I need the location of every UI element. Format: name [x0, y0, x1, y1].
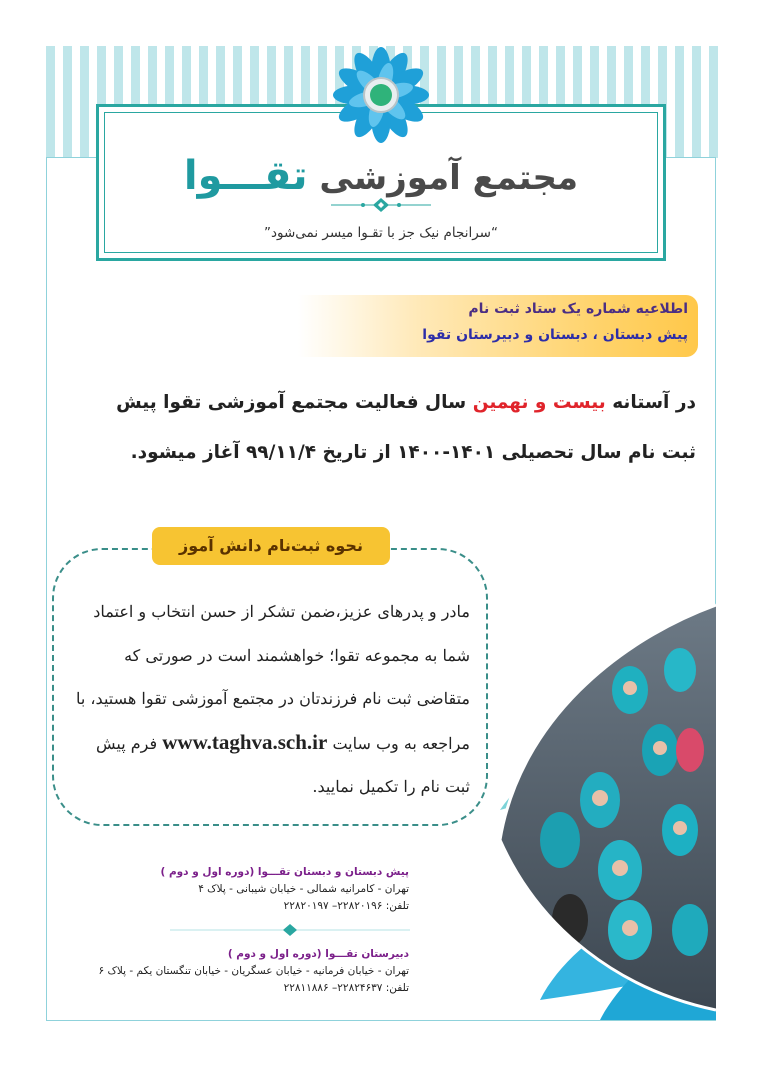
- website-link[interactable]: www.taghva.sch.ir: [162, 729, 328, 754]
- ornament-icon: [331, 197, 431, 213]
- address-phone: تلفن: ۲۲۸۲۴۶۳۷– ۲۲۸۱۱۸۸۶: [283, 982, 409, 994]
- address-heading: پیش دبستان و دبستان تقـــوا (دوره اول و دوم ): [160, 866, 409, 878]
- announcement-line2: پیش دبستان ، دبستان و دبیرستان تقوا: [422, 327, 688, 343]
- title-part2: تقـــوا: [183, 153, 308, 199]
- address-line: تهران - خیابان فرمانیه - خیابان عسگریان - خیابان تنگستان یکم - پلاک ۶: [98, 965, 409, 977]
- main-paragraph: در آستانه بیست و نهمین سال فعالیت مجتمع آموزشی تقوا پیش ثبت نام سال تحصیلی ۱۴۰۱-۱۴۰۰ از تاریخ ۹۹/۱۱/۴ آغاز میشود.: [116, 392, 696, 463]
- announcement-line1: اطلاعیه شماره یک ستاد ثبت نام: [468, 301, 688, 317]
- address-heading: دبیرستان تقـــوا (دوره اول و دوم ): [227, 948, 409, 960]
- address-line: تهران - کامرانیه شمالی - خیابان شیبانی - پلاک ۴: [198, 883, 409, 895]
- title-part1: مجتمع آموزشی: [319, 158, 579, 198]
- students-photo: [500, 600, 716, 1020]
- address-phone: تلفن: ۲۲۸۲۰۱۹۶– ۲۲۸۲۰۱۹۷: [283, 900, 409, 912]
- announcement-banner: [298, 295, 698, 357]
- address-primary: [52, 864, 409, 915]
- divider-ornament-icon: [170, 924, 410, 936]
- howto-text: مادر و پدرهای عزیز،ضمن تشکر از حسن انتخاب و اعتماد شما به مجموعه تقوا؛ خواهشمند است در صورتی که متقاضی ثبت نام فرزندتان در مجتمع آموزشی تقوا هستید، با مراجعه به وب سایت www.taghva.sch.ir فرم پیش ثبت نام را تکمیل نمایید.: [75, 602, 470, 796]
- highlight-text: بیست و نهمین: [472, 392, 606, 413]
- motto: “سرانجام نیک جز با تقـوا میسر نمی‌شود”: [264, 225, 498, 241]
- howto-label: نحوه ثبت‌نام دانش آموز: [152, 527, 390, 565]
- logo-flower-icon: [321, 40, 441, 160]
- address-secondary: [52, 946, 409, 997]
